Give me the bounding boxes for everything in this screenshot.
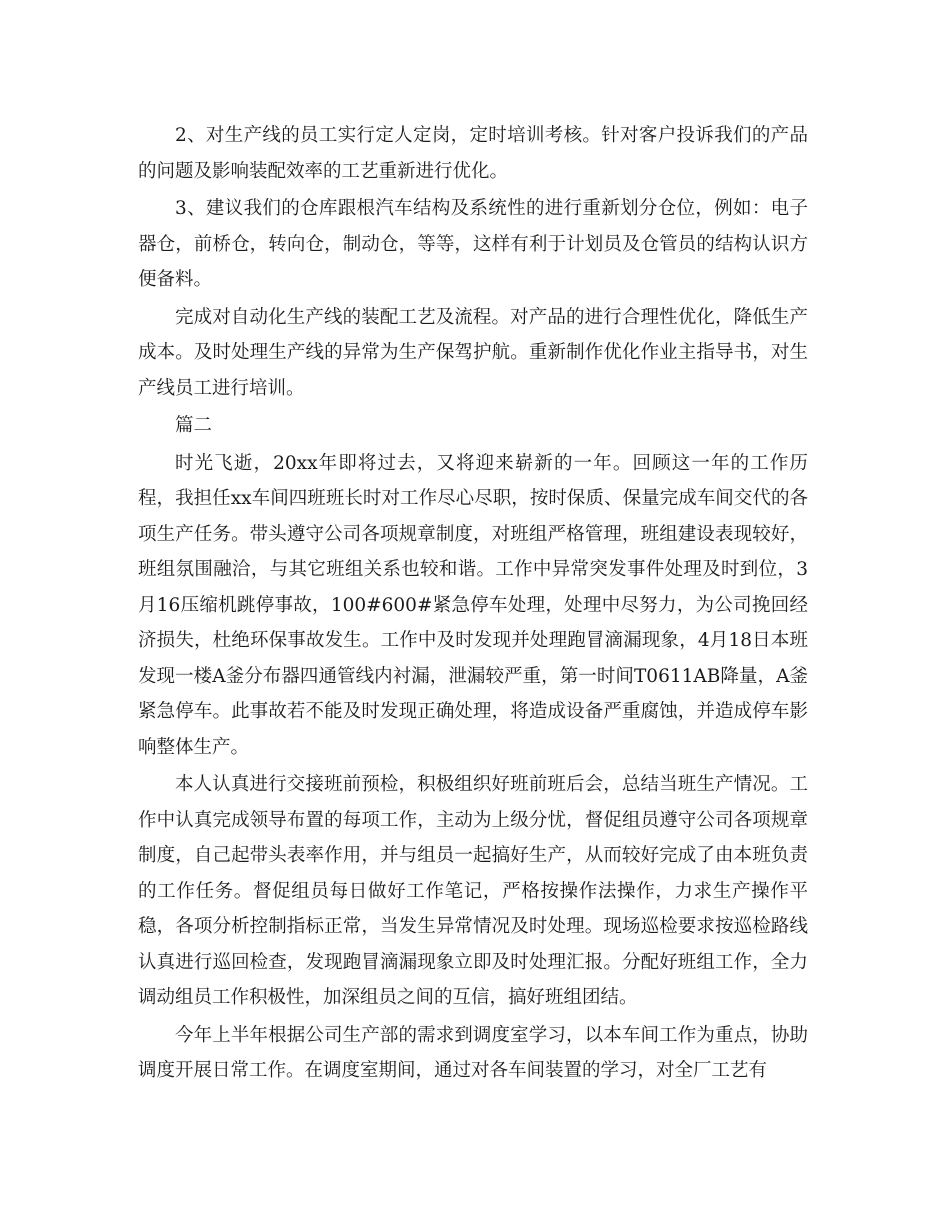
section-heading-part-two: 篇二 (175, 415, 213, 436)
paragraph-item-3: 3、建议我们的仓库跟根汽车结构及系统性的进行重新划分仓位，例如：电子器仓，前桥仓，转向仓，制动仓，等等，这样有利于计划员及仓管员的结构认识方便备料。 (138, 198, 808, 290)
document-body (138, 118, 808, 1091)
paragraph-shift-duties: 本人认真进行交接班前预检，积极组织好班前班后会，总结当班生产情况。工作中认真完成领导布置的每项工作，主动为上级分忧，督促组员遵守公司各项规章制度，自己起带头表率作用，并与组员一起搞好生产，从而较好完成了由本班负责的工作任务。督促组员每日做好工作笔记，严格按操作法操作，力求生产操作平稳，各项分析控制指标正常，当发生异常情况及时处理。现场巡检要求按巡检路线认真进行巡回检查，发现跑冒滴漏现象立即及时处理汇报。分配好班组工作，全力调动组员工作积极性，加深组员之间的互信，搞好班组团结。 (138, 774, 808, 1008)
paragraph-item-2: 2、对生产线的员工实行定人定岗，定时培训考核。针对客户投诉我们的产品的问题及影响装配效率的工艺重新进行优化。 (138, 125, 808, 182)
paragraph-dispatch-study: 今年上半年根据公司生产部的需求到调度室学习，以本车间工作为重点，协助调度开展日常工作。在调度室期间，通过对各车间装置的学习，对全厂工艺有 (138, 1024, 808, 1081)
paragraph-year-review: 时光飞逝，20xx年即将过去，又将迎来崭新的一年。回顾这一年的工作历程，我担任xx车间四班班长时对工作尽心尽职，按时保质、保量完成车间交代的各项生产任务。带头遵守公司各项规章制度，对班组严格管理，班组建设表现较好，班组氛围融洽，与其它班组关系也较和谐。工作中异常突发事件处理及时到位，3月16压缩机跳停事故，100#600#紧急停车处理，处理中尽努力，为公司挽回经济损失，杜绝环保事故发生。工作中及时发现并处理跑冒滴漏现象，4月18日本班发现一楼A釜分布器四通管线内衬漏，泄漏较严重，第一时间T0611AB降量，A釜紧急停车。此事故若不能及时发现正确处理，将造成设备严重腐蚀，并造成停车影响整体生产。 (138, 452, 808, 758)
paragraph-summary: 完成对自动化生产线的装配工艺及流程。对产品的进行合理性优化，降低生产成本。及时处理生产线的异常为生产保驾护航。重新制作优化作业主指导书，对生产线员工进行培训。 (138, 306, 808, 399)
